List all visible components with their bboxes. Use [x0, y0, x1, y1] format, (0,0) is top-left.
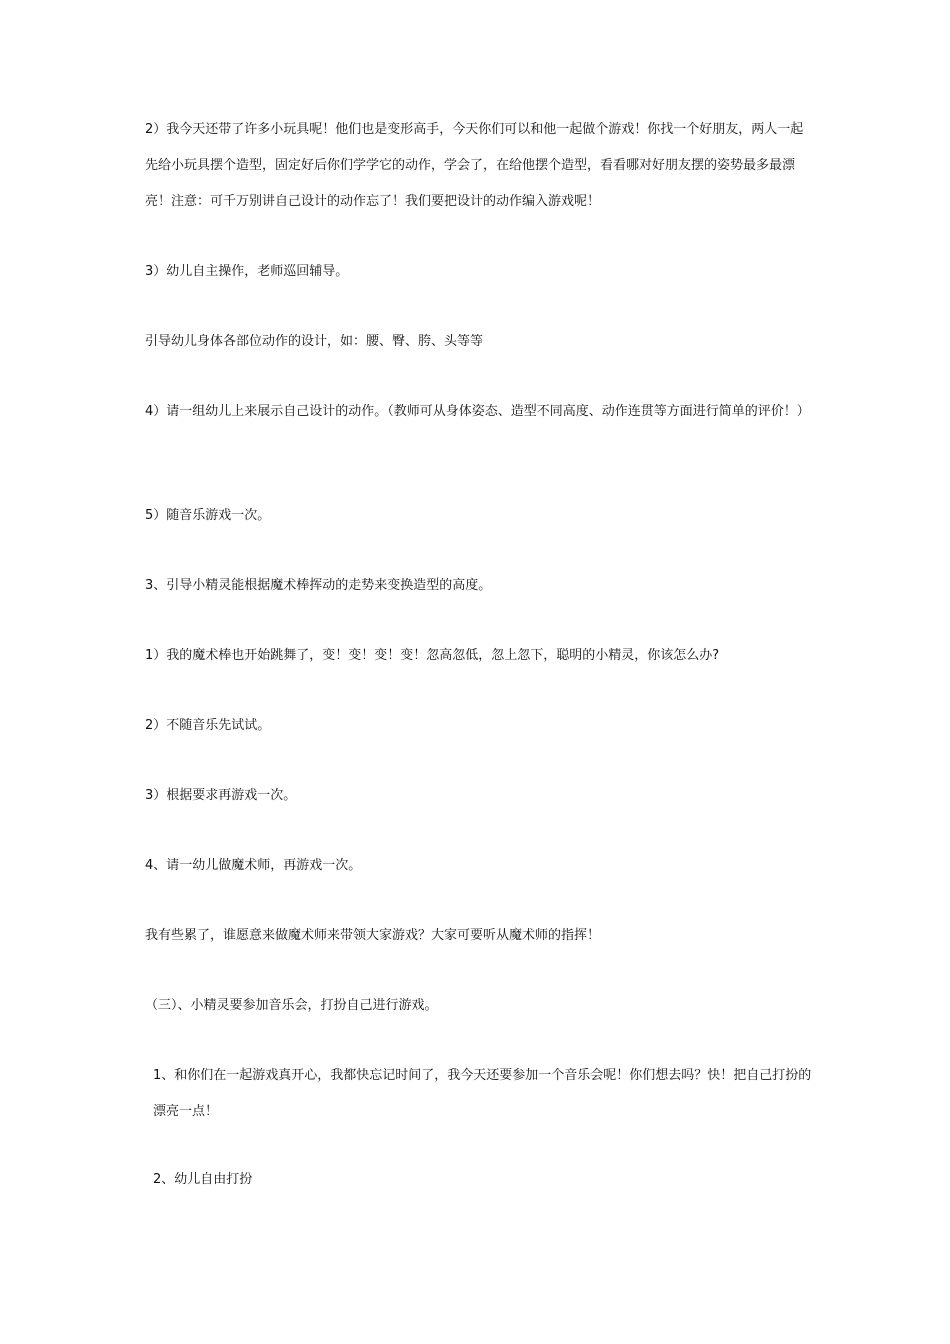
- paragraph-child-magician: 4、请一幼儿做魔术师，再游戏一次。: [145, 858, 362, 873]
- paragraph-tired-teacher: 我有些累了，谁愿意来做魔术师来带领大家游戏？大家可要听从魔术师的指挥！: [145, 928, 601, 943]
- paragraph-show-design: 4）请一组幼儿上来展示自己设计的动作。（教师可从身体姿态、造型不同高度、动作连贯等方面进行简单的评价！）: [145, 404, 810, 419]
- paragraph-concert-invite: 1、和你们在一起游戏真开心，我都快忘记时间了，我今天还要参加一个音乐会呢！你们想去吗？快！把自己打扮的漂亮一点！: [153, 1068, 812, 1119]
- section-heading-concert: （三）、小精灵要参加音乐会，打扮自己进行游戏。: [145, 998, 438, 1013]
- paragraph-free-operation: 3）幼儿自主操作，老师巡回辅导。: [145, 264, 349, 279]
- paragraph-play-again: 3）根据要求再游戏一次。: [145, 788, 297, 803]
- paragraph-magic-wand-guide: 3、引导小精灵能根据魔术棒挥动的走势来变换造型的高度。: [145, 578, 492, 593]
- paragraph-magic-wand-dance: 1）我的魔术棒也开始跳舞了，变！变！变！变！忽高忽低，忽上忽下，聪明的小精灵，你该怎么办?: [145, 648, 720, 663]
- paragraph-music-game: 5）随音乐游戏一次。: [145, 508, 271, 523]
- paragraph-body-movements: 引导幼儿身体各部位动作的设计，如：腰、臀、胯、头等等: [145, 334, 484, 349]
- paragraph-free-dressup: 2、幼儿自由打扮: [153, 1172, 253, 1187]
- paragraph-try-without-music: 2）不随音乐先试试。: [145, 718, 271, 733]
- paragraph-toys-game: 2）我今天还带了许多小玩具呢！他们也是变形高手，今天你们可以和他一起做个游戏！你找一个好朋友，两人一起先给小玩具摆个造型，固定好后你们学学它的动作，学会了，在给他摆个造型，看看哪对好朋友摆的姿势最多最漂亮！注意：可千万别讲自己设计的动作忘了！我们要把设计的动作编入游戏呢！: [145, 122, 804, 209]
